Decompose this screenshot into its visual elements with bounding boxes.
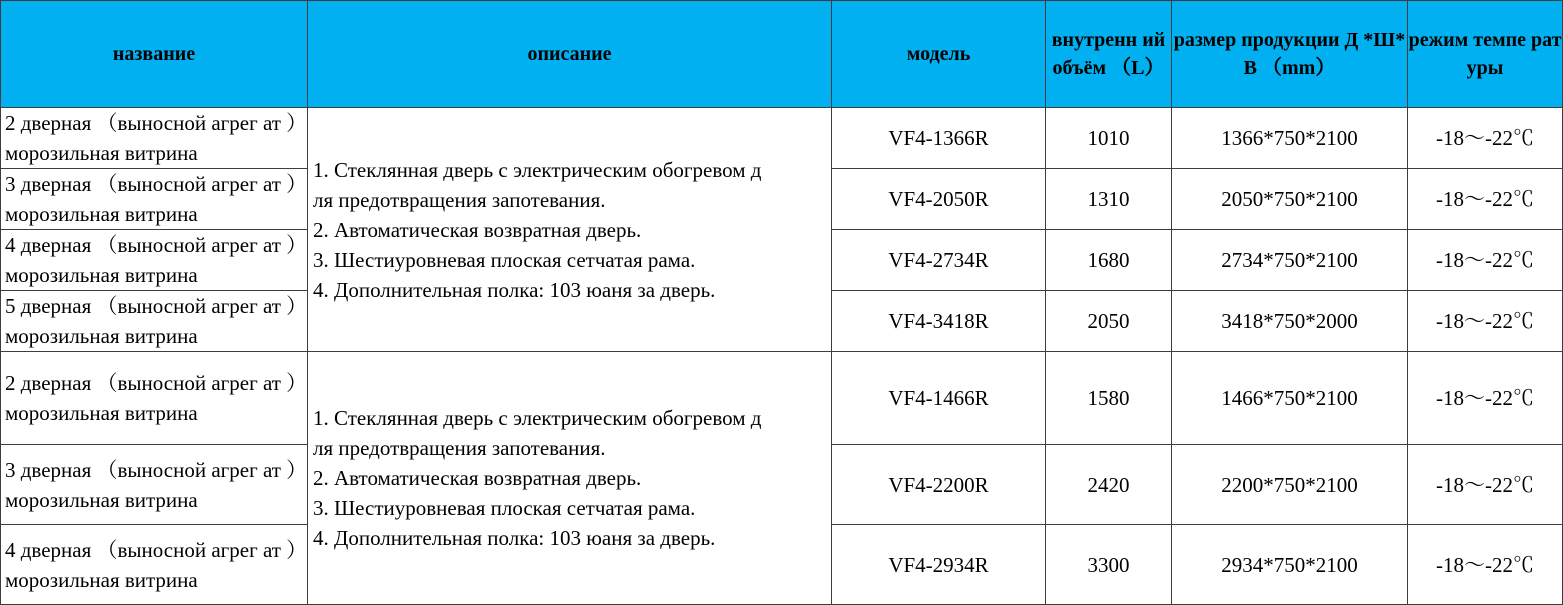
header-row [1, 1, 1563, 108]
product-name: 2 дверная （выносной агрег ат ）морозильная витрина [1, 108, 308, 169]
table-row [1, 108, 1563, 169]
product-name: 2 дверная （выносной агрег ат ）морозильная витрина [1, 352, 308, 445]
header-volume: внутренн ий объём （L） [1046, 1, 1172, 108]
description-line: ля предотвращения запотевания. [313, 187, 606, 212]
description-line: 2. Автоматическая возвратная дверь. [313, 466, 642, 490]
temp-cell: -18～-22℃ [1408, 230, 1563, 291]
volume-cell: 2420 [1046, 445, 1172, 525]
description-line: 3. Шестиуровневая плоская сетчатая рама. [313, 247, 696, 272]
volume-cell: 1580 [1046, 352, 1172, 445]
product-name: 3 дверная （выносной агрег ат ）морозильная витрина [1, 169, 308, 230]
temp-cell: -18～-22℃ [1408, 291, 1563, 352]
product-name: 3 дверная （выносной агрег ат ）морозильная витрина [1, 445, 308, 525]
model-cell: VF4-3418R [832, 291, 1046, 352]
size-cell: 2200*750*2100 [1172, 445, 1408, 525]
description-line: ля предотвращения запотевания. [313, 436, 606, 460]
volume-cell: 1010 [1046, 108, 1172, 169]
model-cell: VF4-1466R [832, 352, 1046, 445]
description-line: 2. Автоматическая возвратная дверь. [313, 217, 642, 242]
table-row [1, 352, 1563, 445]
header-description: описание [308, 1, 832, 108]
model-cell: VF4-2200R [832, 445, 1046, 525]
temp-cell: -18～-22℃ [1408, 352, 1563, 445]
model-cell: VF4-1366R [832, 108, 1046, 169]
temp-cell: -18～-22℃ [1408, 108, 1563, 169]
size-cell: 1366*750*2100 [1172, 108, 1408, 169]
product-description [308, 352, 832, 605]
volume-cell: 1680 [1046, 230, 1172, 291]
size-cell: 2050*750*2100 [1172, 169, 1408, 230]
temp-cell: -18～-22℃ [1408, 525, 1563, 605]
temp-cell: -18～-22℃ [1408, 169, 1563, 230]
size-cell: 2934*750*2100 [1172, 525, 1408, 605]
description-line: 4. Дополнительная полка: 103 юаня за дверь. [313, 526, 716, 550]
header-size: размер продукции Д *Ш*В （mm） [1172, 1, 1408, 108]
model-cell: VF4-2934R [832, 525, 1046, 605]
product-description [308, 108, 832, 352]
product-name: 4 дверная （выносной агрег ат ）морозильная витрина [1, 230, 308, 291]
volume-cell: 2050 [1046, 291, 1172, 352]
product-name: 4 дверная （выносной агрег ат ）морозильная витрина [1, 525, 308, 605]
size-cell: 2734*750*2100 [1172, 230, 1408, 291]
temp-cell: -18～-22℃ [1408, 445, 1563, 525]
description-line: 1. Стеклянная дверь с электрическим обогревом д [313, 406, 762, 430]
description-line: 4. Дополнительная полка: 103 юаня за дверь. [313, 277, 716, 302]
header-temp: режим темпе ратуры [1408, 1, 1563, 108]
model-cell: VF4-2734R [832, 230, 1046, 291]
volume-cell: 1310 [1046, 169, 1172, 230]
description-line: 1. Стеклянная дверь с электрическим обогревом д [313, 157, 762, 182]
size-cell: 1466*750*2100 [1172, 352, 1408, 445]
product-name: 5 дверная （выносной агрег ат ）морозильная витрина [1, 291, 308, 352]
volume-cell: 3300 [1046, 525, 1172, 605]
size-cell: 3418*750*2000 [1172, 291, 1408, 352]
model-cell: VF4-2050R [832, 169, 1046, 230]
header-model: модель [832, 1, 1046, 108]
description-line: 3. Шестиуровневая плоская сетчатая рама. [313, 496, 696, 520]
header-name: название [1, 1, 308, 108]
